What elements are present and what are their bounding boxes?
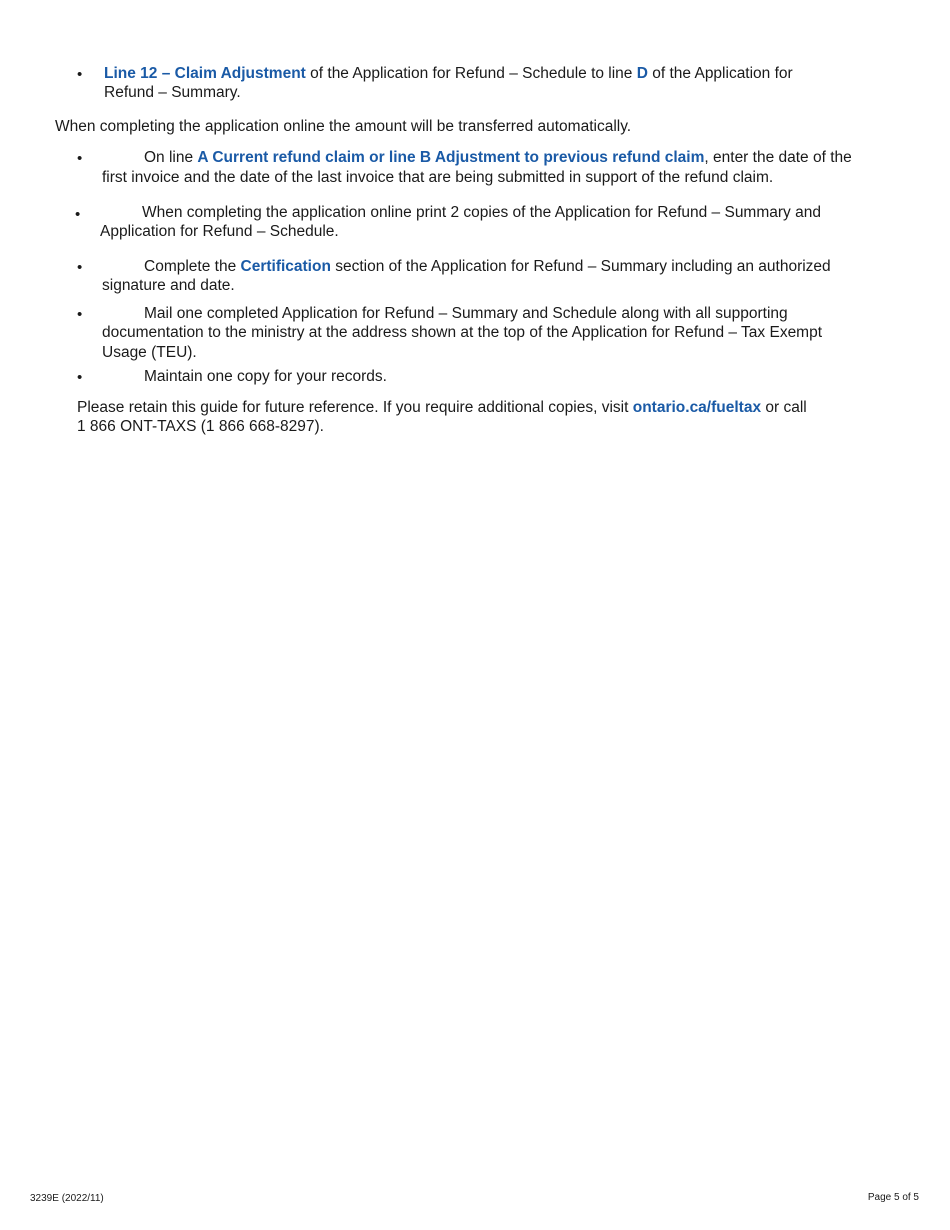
- list-item-continuation: Usage (TEU).: [102, 344, 197, 361]
- list-item-text: On line: [144, 149, 198, 166]
- bullet-marker: •: [77, 259, 83, 276]
- line-d-reference: D: [636, 65, 648, 82]
- paragraph-text: Please retain this guide for future reference. If you require additional copies, visit: [77, 399, 633, 416]
- certification-reference: Certification: [240, 258, 331, 275]
- bullet-marker: •: [77, 150, 83, 167]
- form-number: 3239E (2022/11): [30, 1193, 104, 1204]
- list-item-text: of the Application for: [647, 65, 793, 82]
- line-12-reference: Line 12 – Claim Adjustment: [104, 65, 306, 82]
- closing-paragraph: [77, 398, 807, 417]
- paragraph: When completing the application online the amount will be transferred automatically.: [55, 118, 632, 135]
- line-a-b-reference: A Current refund claim or line B Adjustment to previous refund claim: [197, 149, 705, 166]
- list-item: [104, 64, 793, 83]
- list-item: When completing the application online print 2 copies of the Application for Refund – Summary and: [142, 204, 821, 221]
- list-item: Maintain one copy for your records.: [144, 368, 387, 385]
- bullet-marker: •: [77, 369, 83, 386]
- phone-number: 1 866 ONT-TAXS (1 866 668-8297).: [77, 418, 324, 435]
- list-item: [144, 257, 831, 276]
- bullet-marker: •: [75, 206, 81, 223]
- list-item-text: , enter the date of the: [704, 149, 852, 166]
- paragraph-text: or call: [761, 399, 807, 416]
- bullet-marker: •: [77, 306, 83, 323]
- list-item-text: Complete the: [144, 258, 241, 275]
- list-item-continuation: signature and date.: [102, 277, 235, 294]
- list-item: Mail one completed Application for Refund – Summary and Schedule along with all supporting: [144, 305, 788, 322]
- list-item-continuation: Refund – Summary.: [104, 84, 241, 101]
- fueltax-link[interactable]: ontario.ca/fueltax: [632, 399, 762, 416]
- list-item: [144, 148, 852, 167]
- list-item-text: section of the Application for Refund – Summary including an authorized: [330, 258, 831, 275]
- list-item-continuation: Application for Refund – Schedule.: [100, 223, 339, 240]
- list-item-continuation: first invoice and the date of the last invoice that are being submitted in support of the refund claim.: [102, 169, 774, 186]
- list-item-text: of the Application for Refund – Schedule to line: [305, 65, 637, 82]
- page-number: Page 5 of 5: [867, 1192, 919, 1203]
- list-item-continuation: documentation to the ministry at the address shown at the top of the Application for Refund – Tax Exempt: [102, 324, 823, 341]
- bullet-marker: •: [77, 66, 83, 83]
